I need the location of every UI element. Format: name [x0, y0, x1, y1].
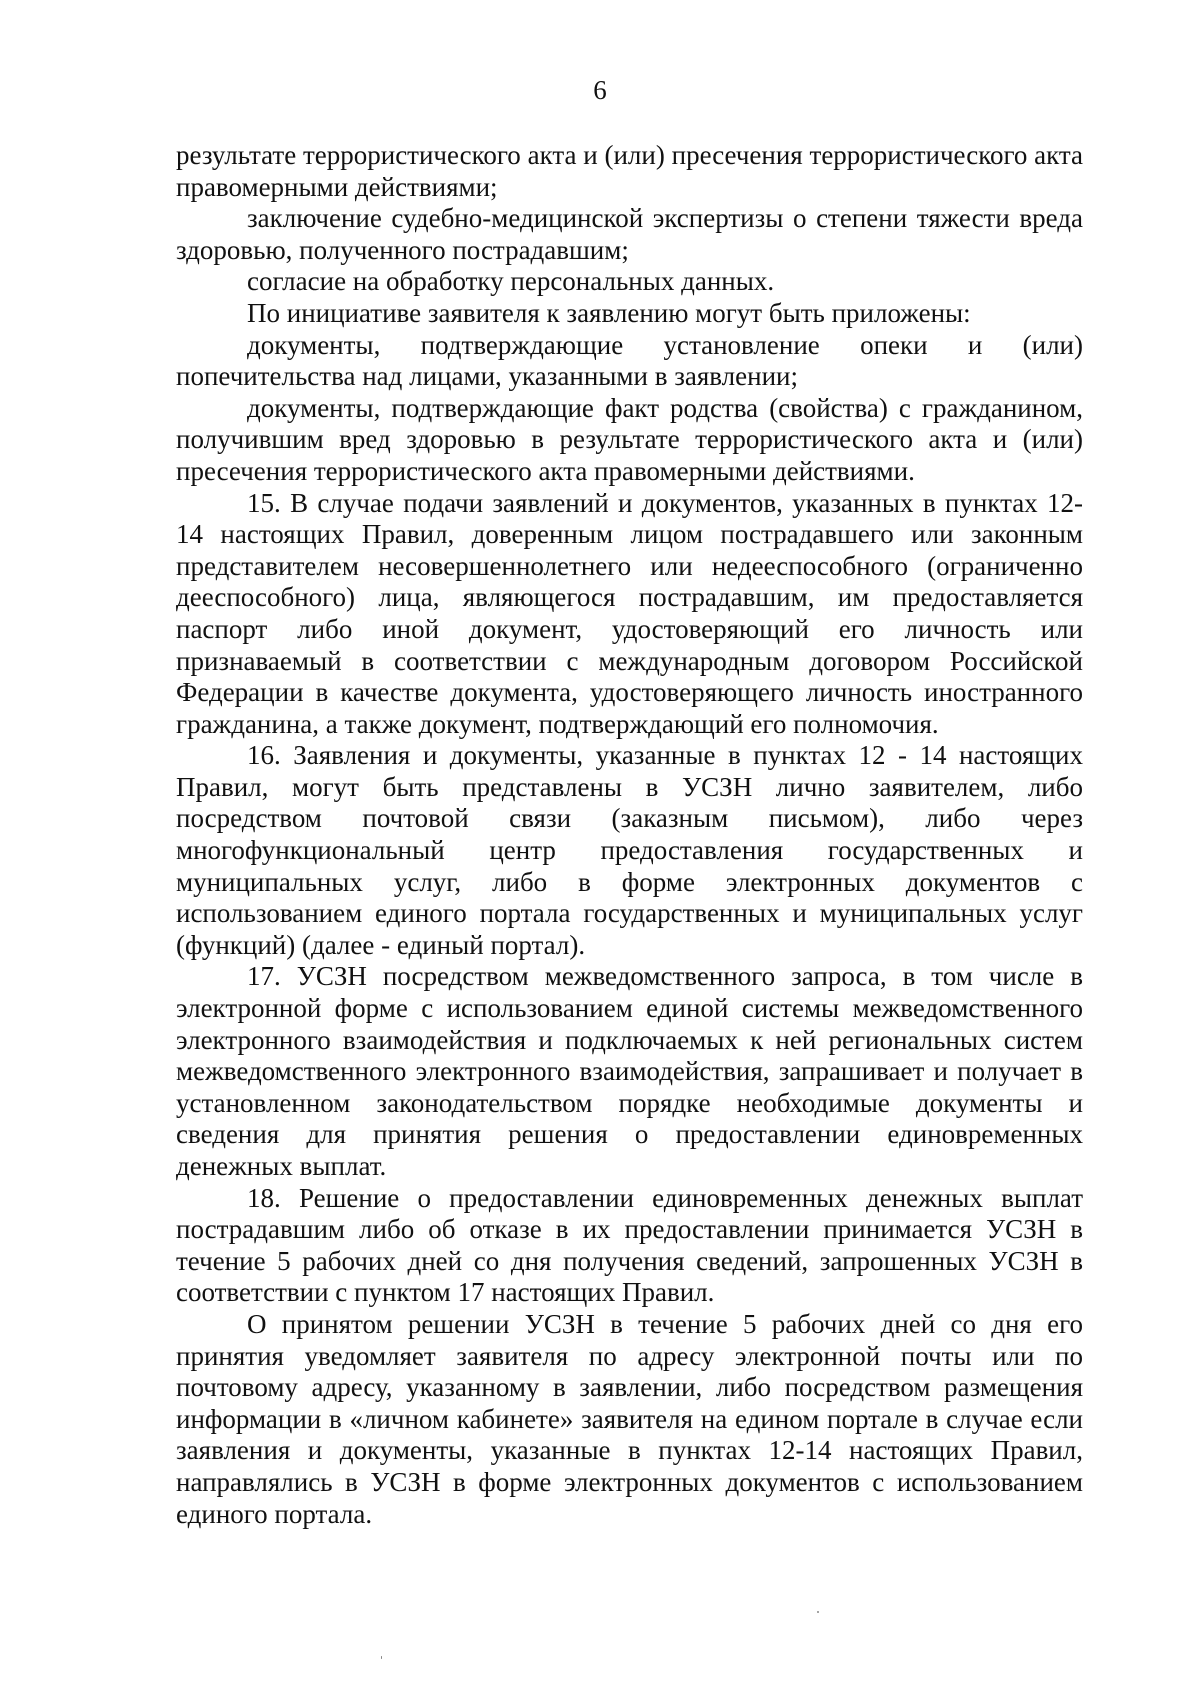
- scan-speck: [817, 1611, 819, 1613]
- paragraph-item-16: 16. Заявления и документы, указанные в пунктах 12 - 14 настоящих Правил, могут быть представлены в УСЗН лично заявителем, либо посредством почтовой связи (заказным письмом), либо через многофункциональный центр предоставления государственных и муниципальных услуг, либо в форме электронных документов с использованием единого портала государственных и муниципальных услуг (функций) (далее - единый портал).: [176, 740, 1083, 960]
- paragraph-decision-notification: О принятом решении УСЗН в течение 5 рабочих дней со дня его принятия уведомляет заявителя по адресу электронной почты или по почтовому адресу, указанному в заявлении, либо посредством размещения информации в «личном кабинете» заявителя на едином портале в случае если заявления и документы, указанные в пунктах 12-14 настоящих Правил, направлялись в УСЗН в форме электронных документов с использованием единого портала.: [176, 1308, 1083, 1529]
- document-body: [176, 140, 1083, 1530]
- paragraph-item-15: 15. В случае подачи заявлений и документов, указанных в пунктах 12-14 настоящих Правил, доверенным лицом пострадавшего или законным представителем несовершеннолетнего или недееспособного (ограниченно дееспособного) лица, являющегося пострадавшим, им предоставляется паспорт либо иной документ, удостоверяющий его личность или признаваемый в соответствии с международным договором Российской Федерации в качестве документа, удостоверяющего личность иностранного гражданина, а также документ, подтверждающий его полномочия.: [176, 487, 1083, 739]
- paragraph-guardianship-documents: документы, подтверждающие установление опеки и (или) попечительства над лицами, указанными в заявлении;: [176, 329, 1083, 392]
- paragraph-item-18: 18. Решение о предоставлении единовременных денежных выплат пострадавшим либо об отказе в их предоставлении принимается УСЗН в течение 5 рабочих дней со дня получения сведений, запрошенных УСЗН в соответствии с пунктом 17 настоящих Правил.: [176, 1182, 1083, 1308]
- page-number: 6: [593, 75, 607, 105]
- paragraph-item-17: 17. УСЗН посредством межведомственного запроса, в том числе в электронной форме с использованием единой системы межведомственного электронного взаимодействия и подключаемых к ней региональных систем межведомственного электронного взаимодействия, запрашивает и получает в установленном законодательством порядке необходимые документы и сведения для принятия решения о предоставлении единовременных денежных выплат.: [176, 961, 1083, 1181]
- scan-speck: [381, 1656, 382, 1659]
- paragraph-continuation: результате террористического акта и (или) пресечения террористического акта правомерными действиями;: [176, 140, 1083, 202]
- paragraph-optional-attachments: По инициативе заявителя к заявлению могут быть приложены:: [247, 297, 971, 328]
- paragraph-kinship-documents: документы, подтверждающие факт родства (свойства) с гражданином, получившим вред здоровью в результате террористического акта и (или) пресечения террористического акта правомерными действиями.: [176, 392, 1083, 486]
- paragraph-forensic-conclusion: заключение судебно-медицинской экспертизы о степени тяжести вреда здоровью, полученного пострадавшим;: [176, 203, 1083, 265]
- paragraph-personal-data-consent: согласие на обработку персональных данных.: [247, 266, 775, 297]
